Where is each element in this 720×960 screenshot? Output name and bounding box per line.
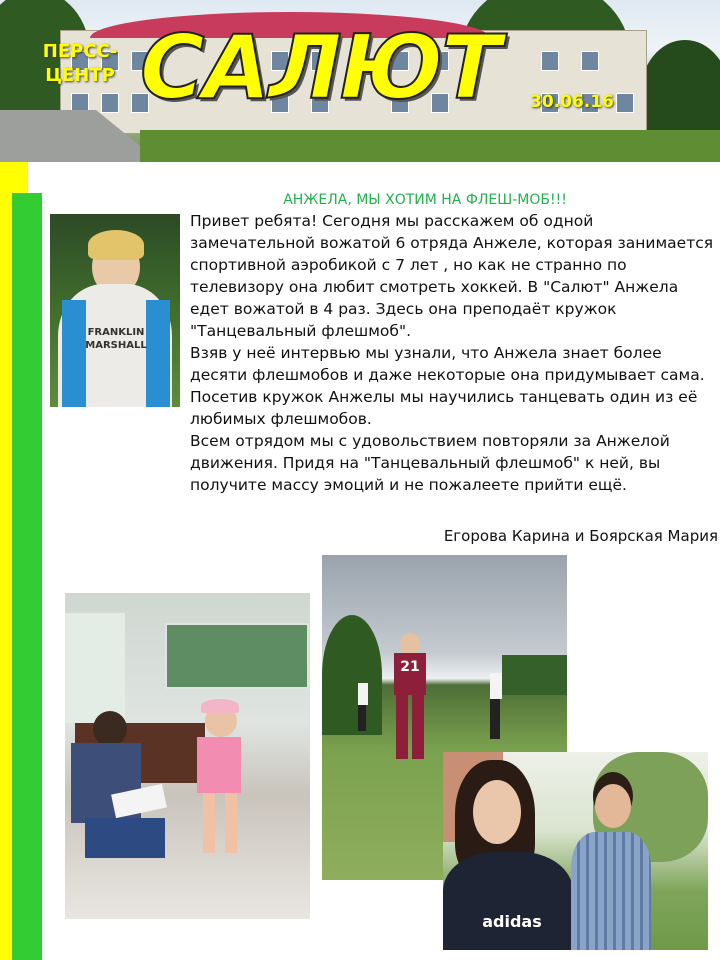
newspaper-logo: САЛЮТ <box>140 16 500 119</box>
press-center-label: ПЕРСС- ЦЕНТР <box>42 41 118 86</box>
interview-photo <box>65 593 310 919</box>
header-banner <box>0 0 720 162</box>
green-side-stripe <box>12 193 42 960</box>
lawn <box>140 130 720 162</box>
article-headline: АНЖЕЛА, МЫ ХОТИМ НА ФЛЕШ-МОБ!!! <box>283 192 567 208</box>
selfie-shirt-print: adidas <box>482 912 542 931</box>
selfie-photo <box>443 752 708 950</box>
anzhela-shirt-print: FRANKLIN MARSHALL <box>85 327 147 351</box>
dancer-jersey-number: 21 <box>400 659 420 675</box>
article-body: Привет ребята! Сегодня мы расскажем об одной замечательной вожатой 6 отряда Анжеле, которая занимается спортивной аэробикой с 7 лет , но как не странно по телевизору она любит смотреть хоккей. В "Салют" Анжела едет вожатой в 4 раз. Здесь она преподаёт кружок "Танцевальный флешмоб". Взяв у неё интервью мы узнали, что Анжела знает более десяти флешмобов и даже некоторые она придумывает сама. Посетив кружок Анжелы мы научились танцевать один из её любимых флешмобов. Всем отрядом мы с удовольствием повторяли за Анжелой движения. Придя на "Танцевальный флешмоб" к ней, вы получите массу эмоций и не пожалеете прийти ещё. <box>190 212 714 494</box>
article-authors: Егорова Карина и Боярская Мария <box>443 527 718 545</box>
issue-date: 30.06.16 <box>530 92 614 112</box>
anzhela-portrait-photo <box>50 214 180 407</box>
